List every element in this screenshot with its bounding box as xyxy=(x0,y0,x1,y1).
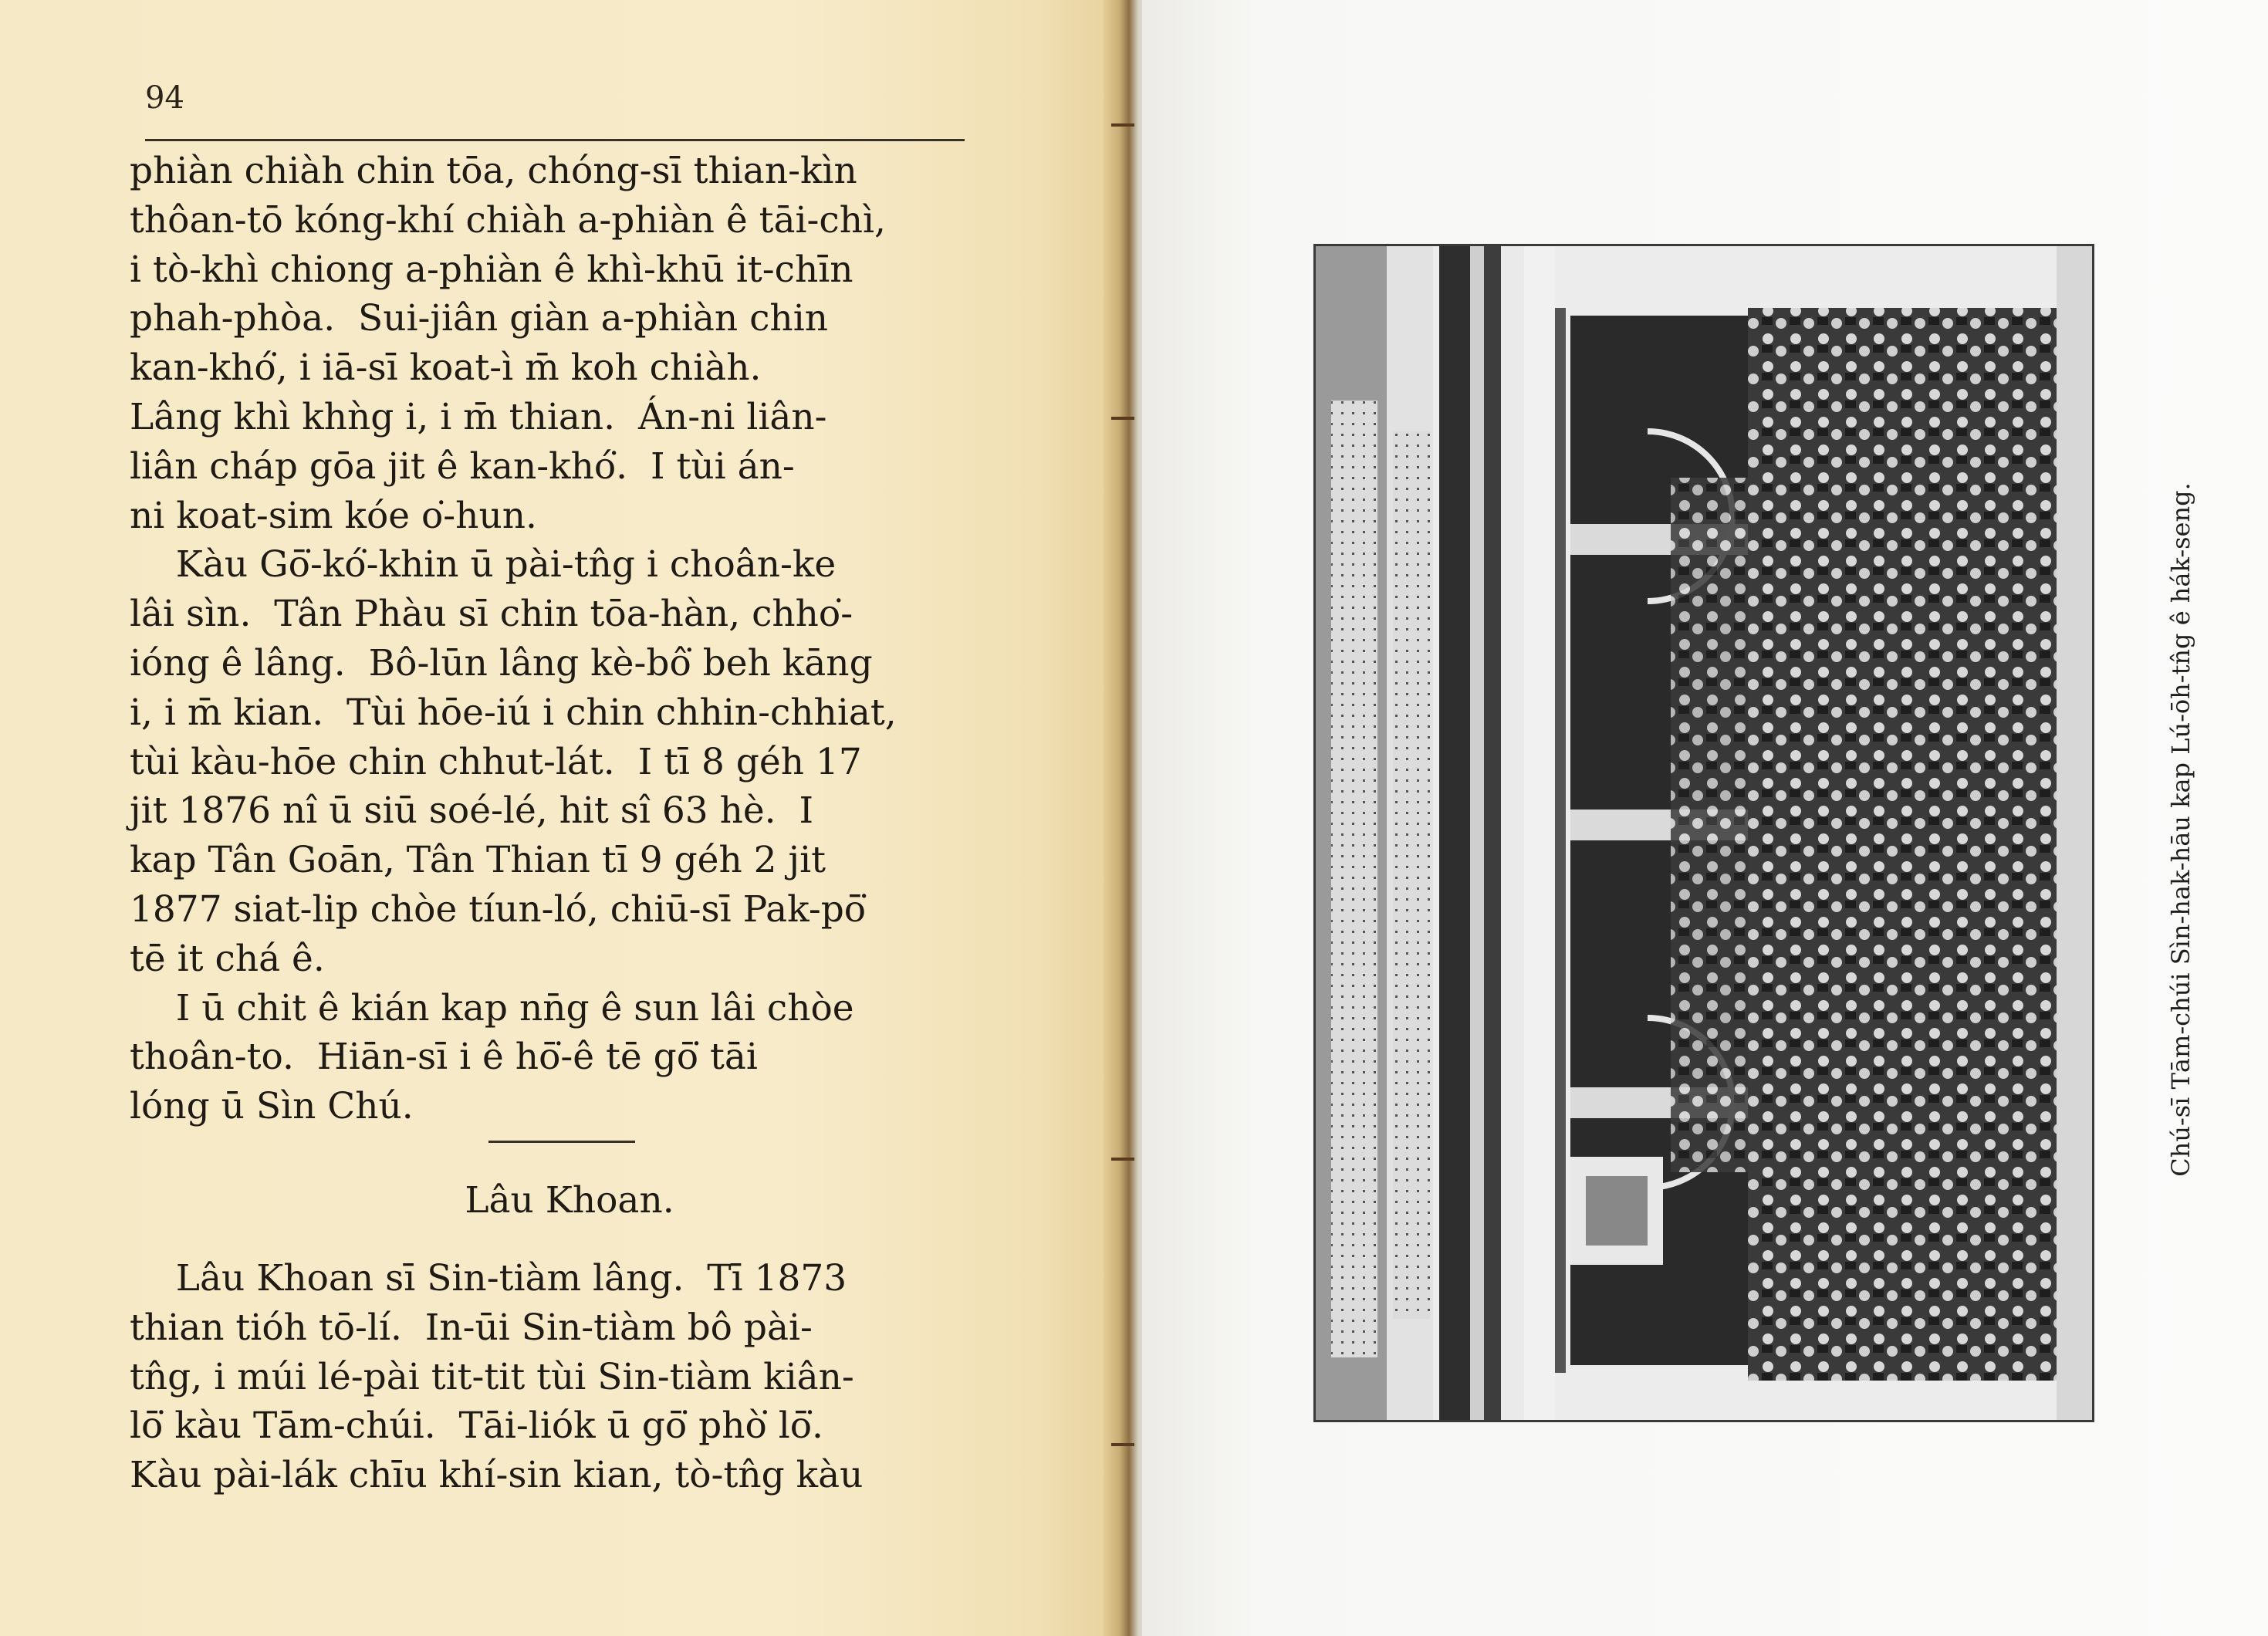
text-line: Lâu Khoan sī Sin-tiàm lâng. Tī 1873 xyxy=(130,1256,847,1300)
binding-stitch xyxy=(1111,1443,1134,1446)
binding-stitch xyxy=(1111,417,1134,420)
text-line: Kàu pài-lák chīu khí-sin kian, tò-tn̂g kàu xyxy=(130,1454,864,1497)
text-line: kan-khó͘, i iā-sī koat-ì m̄ koh chiàh. xyxy=(130,346,762,390)
text-line: phah-phòa. Sui-jiân giàn a-phiàn chin xyxy=(130,297,829,340)
text-line: tn̂g, i múi lé-pài tit-tit tùi Sin-tiàm kiân- xyxy=(130,1355,854,1398)
binding-stitch xyxy=(1111,1158,1134,1161)
section-divider xyxy=(488,1141,635,1143)
photograph-image xyxy=(1316,246,2092,1420)
text-line: i tò-khì chiong a-phiàn ê khì-khū it-chīn xyxy=(130,248,853,291)
binding-stitch xyxy=(1111,123,1134,127)
text-line: jit 1876 nî ū siū soé-lé, hit sî 63 hè. I xyxy=(130,789,814,833)
left-page xyxy=(0,0,1125,1636)
text-line: Kàu Gō͘-kó͘-khin ū pài-tn̂g i choân-ke xyxy=(130,543,837,586)
text-line: i, i m̄ kian. Tùi hōe-iú i chin chhin-chhiat, xyxy=(130,691,897,734)
text-line: thian tióh tō-lí. In-ūi Sin-tiàm bô pài- xyxy=(130,1306,813,1349)
header-rule xyxy=(145,139,965,141)
text-line: kap Tân Goān, Tân Thian tī 9 géh 2 jit xyxy=(130,839,826,882)
text-line: ióng ê lâng. Bô-lūn lâng kè-bô͘ beh kāng xyxy=(130,641,873,684)
text-line: lóng ū Sìn Chú. xyxy=(130,1085,414,1128)
text-line: thoân-to. Hiān-sī i ê hō͘-ê tē gō͘ tāi xyxy=(130,1036,758,1079)
text-line: Lâng khì khǹg i, i m̄ thian. Án-ni liân- xyxy=(130,395,827,438)
page-number: 94 xyxy=(145,80,184,116)
photo-caption: Chú-sī Tām-chúi Sìn-hak-hāu kap Lú-ōh-tn̂g ê hák-seng. xyxy=(2166,482,2195,1177)
left-page-text xyxy=(130,147,963,1500)
text-line: ni koat-sim kóe o͘-hun. xyxy=(130,494,537,537)
text-line: thôan-tō kóng-khí chiàh a-phiàn ê tāi-chì, xyxy=(130,198,887,242)
text-line: liân cháp gōa jit ê kan-khó͘. I tùi án- xyxy=(130,444,795,488)
group-photograph xyxy=(1313,244,2094,1422)
text-line: lâi sìn. Tân Phàu sī chin tōa-hàn, chho͘- xyxy=(130,593,853,636)
text-line: tē it chá ê. xyxy=(130,937,325,980)
text-line: tùi kàu-hōe chin chhut-lát. I tī 8 géh 17 xyxy=(130,740,862,783)
text-line: phiàn chiàh chin tōa, chóng-sī thian-kìn xyxy=(130,150,857,192)
text-line: 1877 siat-lip chòe tíun-ló, chiū-sī Pak-pō͘ xyxy=(130,887,867,931)
text-line: lō͘ kàu Tām-chúi. Tāi-liók ū gō͘ phò͘ lō͘. xyxy=(130,1404,823,1448)
section-title: Lâu Khoan. xyxy=(465,1178,674,1222)
text-line: I ū chit ê kián kap nn̄g ê sun lâi chòe xyxy=(130,986,854,1029)
